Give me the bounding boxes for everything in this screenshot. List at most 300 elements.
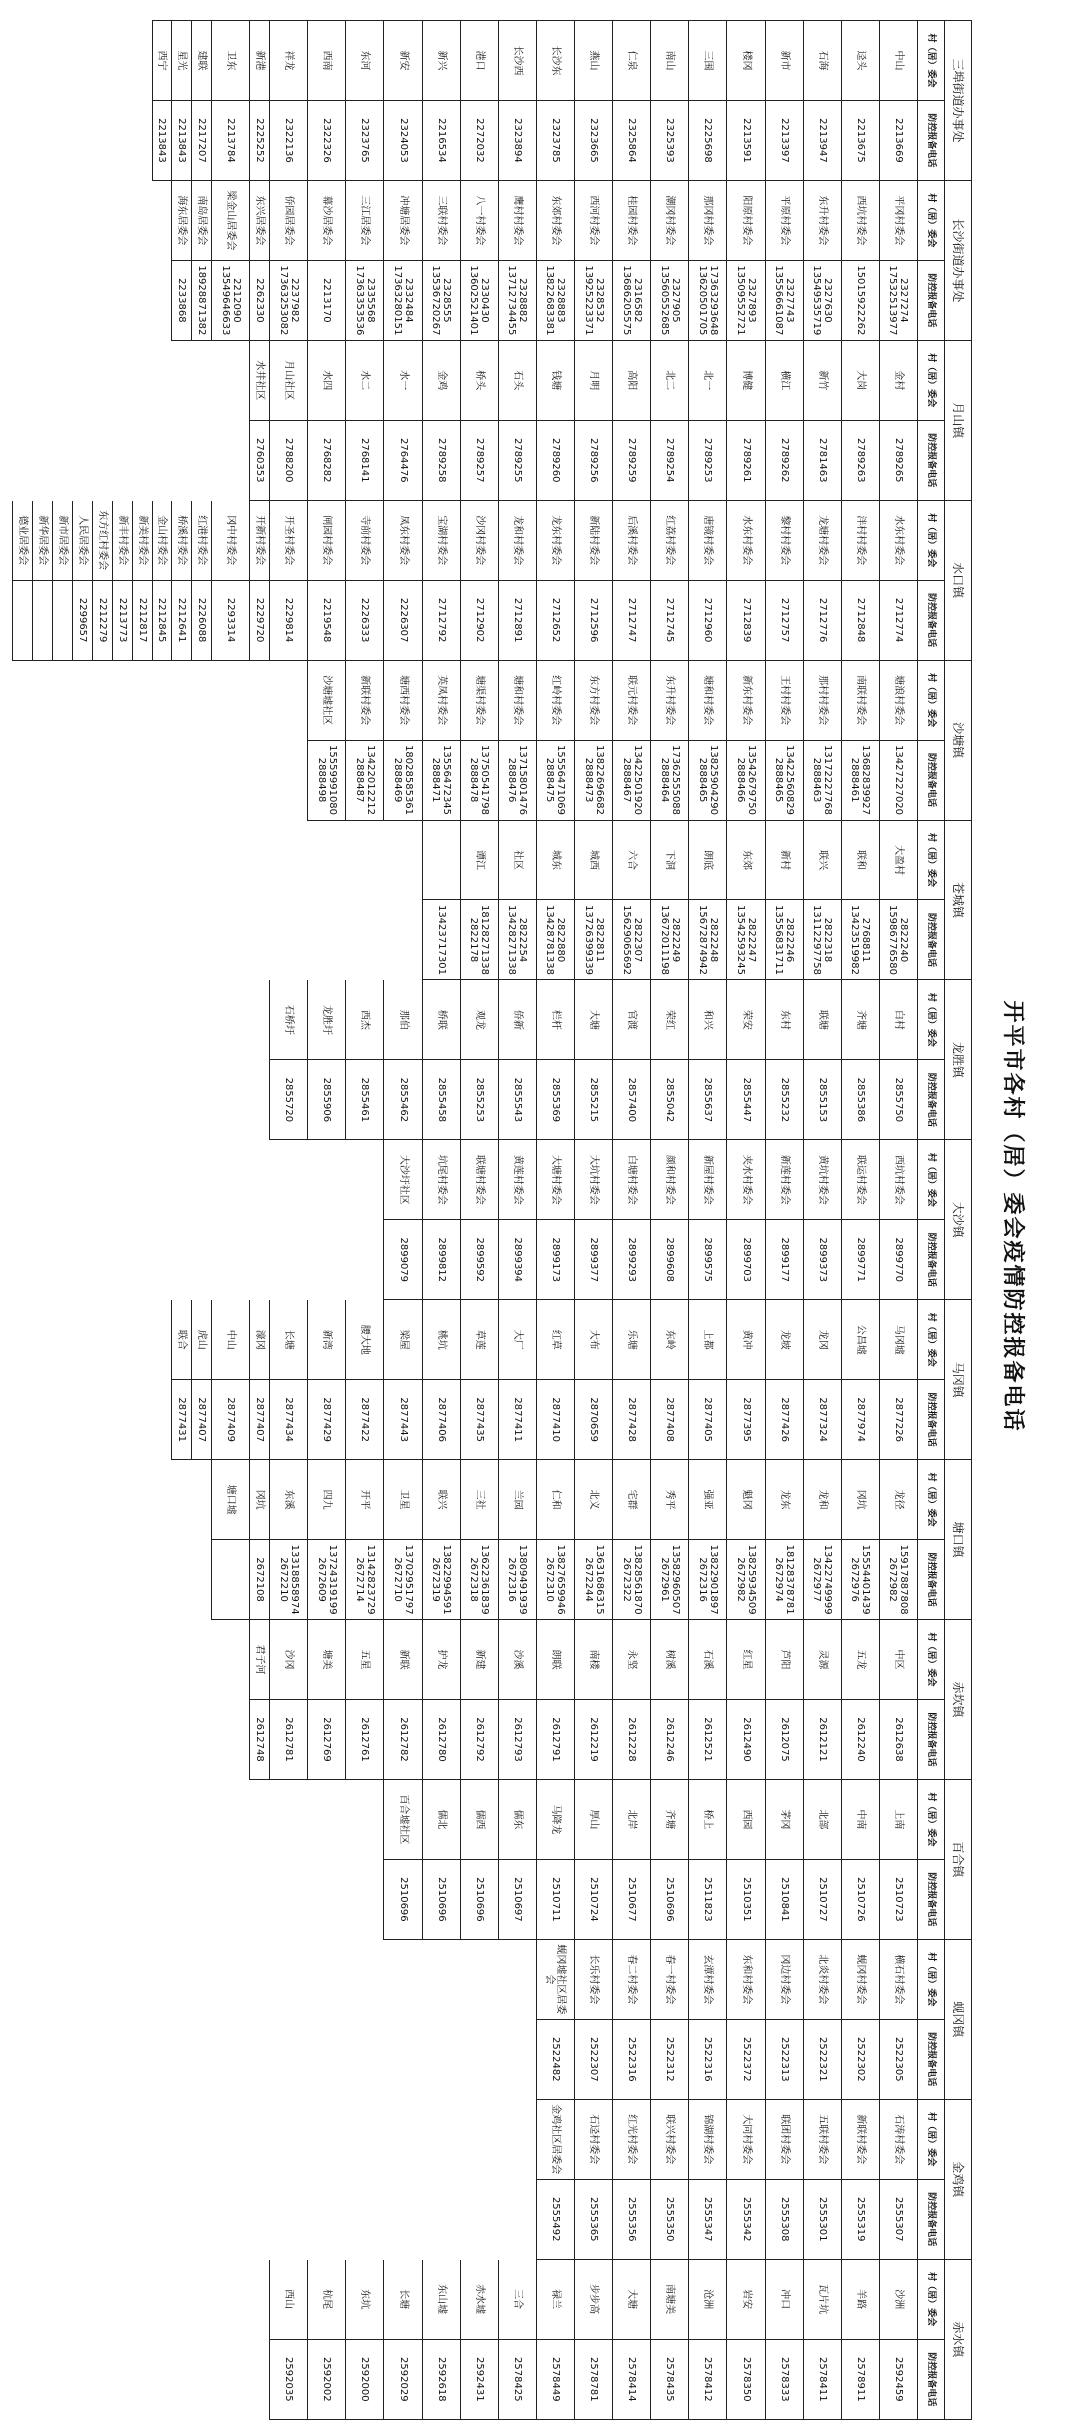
empty-cell bbox=[33, 1300, 53, 1380]
village-cell: 金村 bbox=[879, 340, 917, 420]
empty-cell bbox=[250, 1220, 270, 1300]
village-cell: 五龙 bbox=[841, 1620, 879, 1700]
phone-cell: 2233868 bbox=[172, 260, 192, 340]
phone-cell: 2612075 bbox=[765, 1700, 803, 1780]
village-cell: 卫东 bbox=[212, 21, 250, 101]
empty-cell bbox=[112, 1540, 132, 1620]
empty-cell bbox=[112, 2179, 132, 2259]
village-cell: 建联 bbox=[192, 21, 212, 101]
village-cell: 梁屋 bbox=[384, 1300, 422, 1380]
empty-cell bbox=[33, 1140, 53, 1220]
empty-cell bbox=[152, 980, 172, 1060]
phone-cell: 2712848 bbox=[841, 580, 879, 660]
village-cell: 联合 bbox=[172, 1300, 192, 1380]
empty-cell bbox=[132, 1620, 152, 1700]
town-header: 金鸡镇 bbox=[945, 2099, 972, 2259]
village-cell: 东和村委会 bbox=[727, 1939, 765, 2019]
empty-cell bbox=[92, 21, 112, 101]
table-row bbox=[803, 21, 841, 2420]
village-cell: 王村村委会 bbox=[765, 660, 803, 740]
empty-cell bbox=[152, 820, 172, 900]
phone-cell: 15917887808 2672982 bbox=[879, 1540, 917, 1620]
phone-cell: 15559991080 2888498 bbox=[308, 740, 346, 820]
empty-cell bbox=[346, 1939, 384, 2019]
empty-cell bbox=[192, 1859, 212, 1939]
village-cell: 新丰村委会 bbox=[112, 500, 132, 580]
phone-cell: 2855461 bbox=[346, 1060, 384, 1140]
empty-cell bbox=[73, 660, 93, 740]
empty-cell bbox=[33, 2339, 53, 2419]
village-cell: 上都 bbox=[689, 1300, 727, 1380]
empty-cell bbox=[212, 740, 250, 820]
phone-cell: 2327743 13556661087 bbox=[765, 260, 803, 340]
empty-cell bbox=[132, 2339, 152, 2419]
phone-cell: 2789256 bbox=[575, 420, 613, 500]
village-cell: 中区 bbox=[879, 1620, 917, 1700]
village-cell: 大塘村委会 bbox=[536, 1140, 574, 1220]
empty-cell bbox=[308, 2179, 346, 2259]
village-cell: 永坚 bbox=[613, 1620, 651, 1700]
empty-cell bbox=[192, 2339, 212, 2419]
empty-cell bbox=[212, 820, 250, 900]
empty-cell bbox=[73, 2259, 93, 2339]
village-cell: 官渡 bbox=[613, 980, 651, 1060]
town-header: 百合镇 bbox=[945, 1779, 972, 1939]
village-cell: 鹰村村委会 bbox=[498, 180, 536, 260]
empty-cell bbox=[346, 1220, 384, 1300]
village-cell: 白村 bbox=[879, 980, 917, 1060]
phone-cell: 2555492 bbox=[536, 2179, 574, 2259]
phone-cell: 2789260 bbox=[536, 420, 574, 500]
village-cell: 新联村委会 bbox=[841, 2099, 879, 2179]
empty-cell bbox=[422, 2099, 460, 2179]
village-cell: 黄坑村委会 bbox=[803, 1140, 841, 1220]
empty-cell bbox=[53, 900, 73, 980]
village-cell: 东方红村委会 bbox=[92, 500, 112, 580]
empty-cell bbox=[250, 1779, 270, 1859]
empty-cell bbox=[112, 180, 132, 260]
table-row bbox=[765, 21, 803, 2420]
empty-cell bbox=[73, 1620, 93, 1700]
village-cell: 梁金山居委会 bbox=[212, 180, 250, 260]
empty-cell bbox=[152, 180, 172, 260]
empty-cell bbox=[460, 1939, 498, 2019]
village-cell: 那伯 bbox=[384, 980, 422, 1060]
phone-column-header: 防控报备电话 bbox=[918, 1859, 945, 1939]
phone-cell: 2855637 bbox=[689, 1060, 727, 1140]
empty-cell bbox=[498, 2099, 536, 2179]
empty-cell bbox=[112, 2339, 132, 2419]
phone-cell: 13702951797 2672710 bbox=[384, 1540, 422, 1620]
phone-cell: 2213784 bbox=[212, 100, 250, 180]
phone-cell: 2855253 bbox=[460, 1060, 498, 1140]
village-cell: 联运村委会 bbox=[841, 1140, 879, 1220]
empty-cell bbox=[192, 1140, 212, 1220]
village-cell: 金鸡 bbox=[422, 340, 460, 420]
empty-cell bbox=[498, 2019, 536, 2099]
town-header-row bbox=[945, 21, 972, 2420]
town-header: 沙塘镇 bbox=[945, 660, 972, 820]
village-cell: 公昌墟 bbox=[841, 1300, 879, 1380]
empty-cell bbox=[192, 340, 212, 420]
empty-cell bbox=[308, 1779, 346, 1859]
empty-cell bbox=[212, 1939, 250, 2019]
village-cell: 沧洲 bbox=[689, 2259, 727, 2339]
village-cell: 蚬冈村委会 bbox=[841, 1939, 879, 2019]
empty-cell bbox=[250, 1939, 270, 2019]
phone-cell: 2712745 bbox=[651, 580, 689, 660]
empty-cell bbox=[92, 1859, 112, 1939]
town-header: 三埠街道办事处 bbox=[945, 21, 972, 181]
empty-cell bbox=[53, 820, 73, 900]
phone-cell: 2855369 bbox=[536, 1060, 574, 1140]
phone-cell: 2877226 bbox=[879, 1380, 917, 1460]
village-cell: 港口 bbox=[460, 21, 498, 101]
empty-cell bbox=[250, 2099, 270, 2179]
phone-cell: 15556471069 2888475 bbox=[536, 740, 574, 820]
empty-cell bbox=[422, 2179, 460, 2259]
empty-cell bbox=[152, 2179, 172, 2259]
phone-cell: 2237982 17363253082 bbox=[270, 260, 308, 340]
empty-cell bbox=[172, 660, 192, 740]
empty-cell bbox=[13, 2339, 33, 2419]
empty-cell bbox=[172, 1620, 192, 1700]
town-header: 龙胜镇 bbox=[945, 980, 972, 1140]
village-cell: 大盈村 bbox=[879, 820, 917, 900]
village-column-header: 村（居）委会 bbox=[918, 1300, 945, 1380]
empty-cell bbox=[172, 1859, 192, 1939]
phone-cell: 2877422 bbox=[346, 1380, 384, 1460]
empty-cell bbox=[460, 2179, 498, 2259]
phone-cell: 2510696 bbox=[384, 1859, 422, 1939]
phone-cell: 13827659946 2672310 bbox=[536, 1540, 574, 1620]
phone-cell: 2789255 bbox=[498, 420, 536, 500]
table-row bbox=[212, 21, 250, 2420]
empty-cell bbox=[53, 420, 73, 500]
village-cell: 颜和村委会 bbox=[651, 1140, 689, 1220]
village-cell: 迳头 bbox=[841, 21, 879, 101]
village-cell: 长乐村委会 bbox=[575, 1939, 613, 2019]
phone-cell: 2612121 bbox=[803, 1700, 841, 1780]
phone-cell: 2712839 bbox=[727, 580, 765, 660]
phone-cell: 2226088 bbox=[192, 580, 212, 660]
village-cell: 金山村委会 bbox=[152, 500, 172, 580]
column-header-row bbox=[918, 21, 945, 2420]
phone-cell: 2877431 bbox=[172, 1380, 192, 1460]
village-cell: 厚山 bbox=[575, 1779, 613, 1859]
phone-cell: 2855153 bbox=[803, 1060, 841, 1140]
village-cell: 黄莲村委会 bbox=[498, 1140, 536, 1220]
empty-cell bbox=[212, 340, 250, 420]
phone-cell: 2226333 bbox=[346, 580, 384, 660]
empty-cell bbox=[92, 1060, 112, 1140]
empty-cell bbox=[212, 980, 250, 1060]
village-cell: 石头 bbox=[498, 340, 536, 420]
village-cell: 东升村委会 bbox=[803, 180, 841, 260]
phone-cell: 2522372 bbox=[727, 2019, 765, 2099]
empty-cell bbox=[308, 900, 346, 980]
phone-cell: 2877435 bbox=[460, 1380, 498, 1460]
empty-cell bbox=[13, 1620, 33, 1700]
empty-cell bbox=[112, 100, 132, 180]
village-cell: 西山 bbox=[270, 2259, 308, 2339]
empty-cell bbox=[346, 1140, 384, 1220]
empty-cell bbox=[73, 21, 93, 101]
phone-cell: 2612793 bbox=[498, 1700, 536, 1780]
empty-cell bbox=[33, 340, 53, 420]
empty-cell bbox=[172, 1220, 192, 1300]
phone-cell: 2327630 13549535719 bbox=[803, 260, 841, 340]
phone-cell: 2578412 bbox=[689, 2339, 727, 2419]
village-column-header: 村（居）委会 bbox=[918, 500, 945, 580]
phone-cell: 2768141 bbox=[346, 420, 384, 500]
empty-cell bbox=[92, 2019, 112, 2099]
empty-cell bbox=[132, 1220, 152, 1300]
village-cell: 寺前村委会 bbox=[346, 500, 384, 580]
empty-cell bbox=[33, 1939, 53, 2019]
phone-table-wrapper bbox=[12, 20, 972, 2420]
village-cell: 西园 bbox=[727, 1779, 765, 1859]
village-cell: 联兴 bbox=[422, 1460, 460, 1540]
village-cell: 马降龙 bbox=[536, 1779, 574, 1859]
empty-cell bbox=[152, 1540, 172, 1620]
phone-cell: 2212090 13549646633 bbox=[212, 260, 250, 340]
village-cell: 平原村委会 bbox=[765, 180, 803, 260]
phone-cell: 2712757 bbox=[765, 580, 803, 660]
phone-cell bbox=[212, 1540, 250, 1620]
empty-cell bbox=[33, 980, 53, 1060]
phone-cell: 2877443 bbox=[384, 1380, 422, 1460]
phone-cell: 2216534 bbox=[422, 100, 460, 180]
phone-cell: 2855232 bbox=[765, 1060, 803, 1140]
phone-cell: 2324053 bbox=[384, 100, 422, 180]
village-cell: 芦阳 bbox=[765, 1620, 803, 1700]
phone-cell: 2899812 bbox=[422, 1220, 460, 1300]
phone-cell: 2213669 bbox=[879, 100, 917, 180]
empty-cell bbox=[73, 1140, 93, 1220]
empty-cell bbox=[13, 900, 33, 980]
village-cell: 沙冈村委会 bbox=[460, 500, 498, 580]
village-cell: 儒西 bbox=[460, 1779, 498, 1859]
empty-cell bbox=[112, 420, 132, 500]
empty-cell bbox=[132, 1460, 152, 1540]
village-cell: 观龙 bbox=[460, 980, 498, 1060]
phone-cell: 2789262 bbox=[765, 420, 803, 500]
empty-cell bbox=[212, 1140, 250, 1220]
phone-cell: 2855215 bbox=[575, 1060, 613, 1140]
village-cell: 长塘 bbox=[384, 2259, 422, 2339]
phone-cell: 2522316 bbox=[689, 2019, 727, 2099]
phone-cell: 2822246 13556831711 bbox=[765, 900, 803, 980]
empty-cell bbox=[152, 2019, 172, 2099]
empty-cell bbox=[92, 820, 112, 900]
village-cell: 红港村委会 bbox=[192, 500, 212, 580]
village-cell: 朗联 bbox=[536, 1620, 574, 1700]
phone-cell: 2555347 bbox=[689, 2179, 727, 2259]
empty-cell bbox=[250, 900, 270, 980]
empty-cell bbox=[13, 1380, 33, 1460]
village-cell: 博健 bbox=[727, 340, 765, 420]
empty-cell bbox=[13, 1939, 33, 2019]
village-cell: 新联村委会 bbox=[346, 660, 384, 740]
empty-cell bbox=[73, 180, 93, 260]
document-title: 开平市各村（居）委会疫情防控报备电话 bbox=[1000, 1000, 1026, 1433]
empty-cell bbox=[172, 1779, 192, 1859]
village-cell: 新竹 bbox=[803, 340, 841, 420]
empty-cell bbox=[192, 660, 212, 740]
empty-cell bbox=[152, 1380, 172, 1460]
empty-cell bbox=[192, 1220, 212, 1300]
empty-cell bbox=[33, 1540, 53, 1620]
phone-cell: 2510723 bbox=[879, 1859, 917, 1939]
empty-cell bbox=[212, 420, 250, 500]
empty-cell bbox=[112, 1060, 132, 1140]
phone-cell: 2899608 bbox=[651, 1220, 689, 1300]
phone-cell: 17363293648 13620501705 bbox=[689, 260, 727, 340]
village-cell: 东坑 bbox=[346, 2259, 384, 2339]
village-cell: 冈坑 bbox=[250, 1460, 270, 1540]
village-cell: 龙和 bbox=[803, 1460, 841, 1540]
phone-table bbox=[12, 20, 972, 2420]
empty-cell bbox=[33, 2019, 53, 2099]
phone-cell: 2855462 bbox=[384, 1060, 422, 1140]
phone-cell: 2510711 bbox=[536, 1859, 574, 1939]
village-cell: 塘浪村委会 bbox=[879, 660, 917, 740]
empty-cell bbox=[53, 1620, 73, 1700]
phone-cell: 2578781 bbox=[575, 2339, 613, 2419]
empty-cell bbox=[33, 2179, 53, 2259]
phone-cell: 2555365 bbox=[575, 2179, 613, 2259]
village-cell: 大同村委会 bbox=[727, 2099, 765, 2179]
village-column-header: 村（居）委会 bbox=[918, 2259, 945, 2339]
table-row bbox=[651, 21, 689, 2420]
village-cell: 大坑村委会 bbox=[575, 1140, 613, 1220]
empty-cell bbox=[132, 1380, 152, 1460]
village-cell: 黎村村委会 bbox=[765, 500, 803, 580]
empty-cell bbox=[152, 1060, 172, 1140]
table-row bbox=[841, 21, 879, 2420]
phone-column-header: 防控报备电话 bbox=[918, 740, 945, 820]
phone-cell: 2213773 bbox=[112, 580, 132, 660]
village-cell: 德业居委会 bbox=[13, 500, 33, 580]
village-cell: 树溪 bbox=[651, 1620, 689, 1700]
table-row bbox=[112, 21, 132, 2420]
village-column-header: 村（居）委会 bbox=[918, 1620, 945, 1700]
village-cell: 阳原村委会 bbox=[727, 180, 765, 260]
village-cell: 石溪 bbox=[689, 1620, 727, 1700]
village-cell: 东岭 bbox=[651, 1300, 689, 1380]
empty-cell bbox=[13, 2099, 33, 2179]
phone-cell: 2272032 bbox=[460, 100, 498, 180]
phone-cell: 2592618 bbox=[422, 2339, 460, 2419]
table-row bbox=[689, 21, 727, 2420]
phone-cell: 2822880 13428781338 bbox=[536, 900, 574, 980]
village-cell: 新湾 bbox=[308, 1300, 346, 1380]
empty-cell bbox=[212, 2099, 250, 2179]
empty-cell bbox=[152, 660, 172, 740]
village-cell: 灵源 bbox=[803, 1620, 841, 1700]
empty-cell bbox=[132, 180, 152, 260]
phone-cell: 2855042 bbox=[651, 1060, 689, 1140]
phone-cell: 2855447 bbox=[727, 1060, 765, 1140]
village-cell: 城西 bbox=[575, 820, 613, 900]
village-cell: 水四 bbox=[308, 340, 346, 420]
empty-cell bbox=[92, 1300, 112, 1380]
empty-cell bbox=[13, 1060, 33, 1140]
town-header: 赤水镇 bbox=[945, 2259, 972, 2419]
empty-cell bbox=[192, 420, 212, 500]
phone-cell: 13822696682 2888473 bbox=[575, 740, 613, 820]
empty-cell bbox=[92, 2339, 112, 2419]
phone-column-header: 防控报备电话 bbox=[918, 2019, 945, 2099]
village-cell: 冈边村委会 bbox=[765, 1939, 803, 2019]
empty-cell bbox=[13, 740, 33, 820]
phone-cell: 2328883 13822683381 bbox=[536, 260, 574, 340]
empty-cell bbox=[73, 340, 93, 420]
village-cell: 夹水村委会 bbox=[727, 1140, 765, 1220]
phone-cell: 2789258 bbox=[422, 420, 460, 500]
village-cell: 西南 bbox=[308, 21, 346, 101]
village-cell: 南塘美 bbox=[651, 2259, 689, 2339]
empty-cell bbox=[270, 820, 308, 900]
empty-cell bbox=[250, 980, 270, 1060]
empty-cell bbox=[13, 1779, 33, 1859]
village-cell: 新屋村委会 bbox=[689, 1140, 727, 1220]
empty-cell bbox=[13, 1700, 33, 1780]
village-cell: 西宁 bbox=[152, 21, 172, 101]
empty-cell bbox=[212, 1779, 250, 1859]
village-cell: 开平 bbox=[346, 1460, 384, 1540]
empty-cell bbox=[92, 900, 112, 980]
table-row bbox=[152, 21, 172, 2420]
village-cell: 杭尾 bbox=[308, 2259, 346, 2339]
empty-cell bbox=[308, 820, 346, 900]
empty-cell bbox=[112, 2259, 132, 2339]
phone-cell: 2877395 bbox=[727, 1380, 765, 1460]
village-cell: 桥联 bbox=[422, 980, 460, 1060]
village-cell: 禄兰 bbox=[536, 2259, 574, 2339]
empty-cell bbox=[53, 260, 73, 340]
village-cell: 横江 bbox=[765, 340, 803, 420]
village-cell: 红光村委会 bbox=[613, 2099, 651, 2179]
empty-cell bbox=[498, 2179, 536, 2259]
phone-cell: 2877410 bbox=[536, 1380, 574, 1460]
village-cell: 宝湖村委会 bbox=[422, 500, 460, 580]
village-cell: 平冈村委会 bbox=[879, 180, 917, 260]
phone-cell: 2788200 bbox=[270, 420, 308, 500]
village-cell: 坑尾村委会 bbox=[422, 1140, 460, 1220]
phone-cell: 2877428 bbox=[613, 1380, 651, 1460]
village-cell: 东方村委会 bbox=[575, 660, 613, 740]
empty-cell bbox=[112, 1620, 132, 1700]
phone-cell bbox=[33, 580, 53, 660]
empty-cell bbox=[192, 2099, 212, 2179]
phone-cell: 2225252 bbox=[250, 100, 270, 180]
empty-cell bbox=[132, 1939, 152, 2019]
empty-cell bbox=[92, 1220, 112, 1300]
village-cell: 龙胜圩 bbox=[308, 980, 346, 1060]
empty-cell bbox=[73, 900, 93, 980]
phone-cell: 18028585361 2888469 bbox=[384, 740, 422, 820]
phone-cell: 2712652 bbox=[536, 580, 574, 660]
empty-cell bbox=[33, 900, 53, 980]
village-cell: 祥龙 bbox=[270, 21, 308, 101]
phone-cell: 2612228 bbox=[613, 1700, 651, 1780]
village-column-header: 村（居）委会 bbox=[918, 660, 945, 740]
village-cell: 城东 bbox=[536, 820, 574, 900]
phone-cell: 13825904290 2888465 bbox=[689, 740, 727, 820]
phone-cell: 2316582 13686205575 bbox=[613, 260, 651, 340]
